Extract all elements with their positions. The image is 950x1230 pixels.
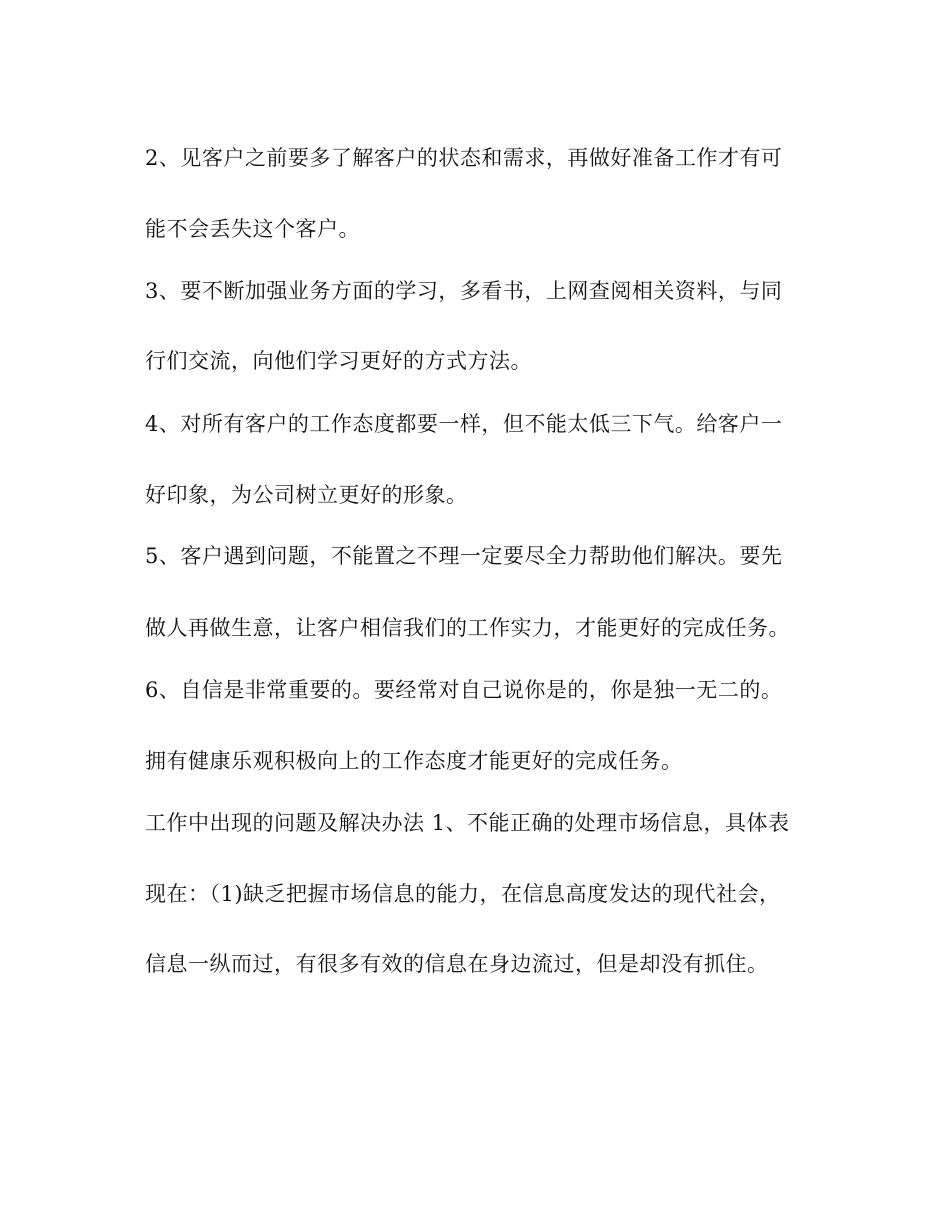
- text-line: 4、对所有客户的工作态度都要一样，但不能太低三下气。给客户一: [145, 412, 783, 436]
- text-line: 工作中出现的问题及解决办法 1、不能正确的处理市场信息，具体表: [145, 811, 790, 835]
- text-line: 做人再做生意，让客户相信我们的工作实力，才能更好的完成任务。: [145, 616, 790, 640]
- text-line: 行们交流，向他们学习更好的方式方法。: [145, 349, 532, 373]
- text-line: 拥有健康乐观积极向上的工作态度才能更好的完成任务。: [145, 749, 683, 773]
- text-line: 6、自信是非常重要的。要经常对自己说你是的，你是独一无二的。: [145, 678, 783, 702]
- text-line: 信息一纵而过，有很多有效的信息在身边流过，但是却没有抓住。: [145, 952, 769, 976]
- text-line: 现在：（1)缺乏把握市场信息的能力，在信息高度发达的现代社会，: [145, 882, 781, 906]
- text-line: 好印象，为公司树立更好的形象。: [145, 483, 468, 507]
- text-line: 5、客户遇到问题，不能置之不理一定要尽全力帮助他们解决。要先: [145, 544, 783, 568]
- text-line: 2、见客户之前要多了解客户的状态和需求，再做好准备工作才有可: [145, 146, 783, 170]
- text-line: 能不会丢失这个客户。: [145, 217, 360, 241]
- text-line: 3、要不断加强业务方面的学习，多看书，上网查阅相关资料，与同: [145, 279, 783, 303]
